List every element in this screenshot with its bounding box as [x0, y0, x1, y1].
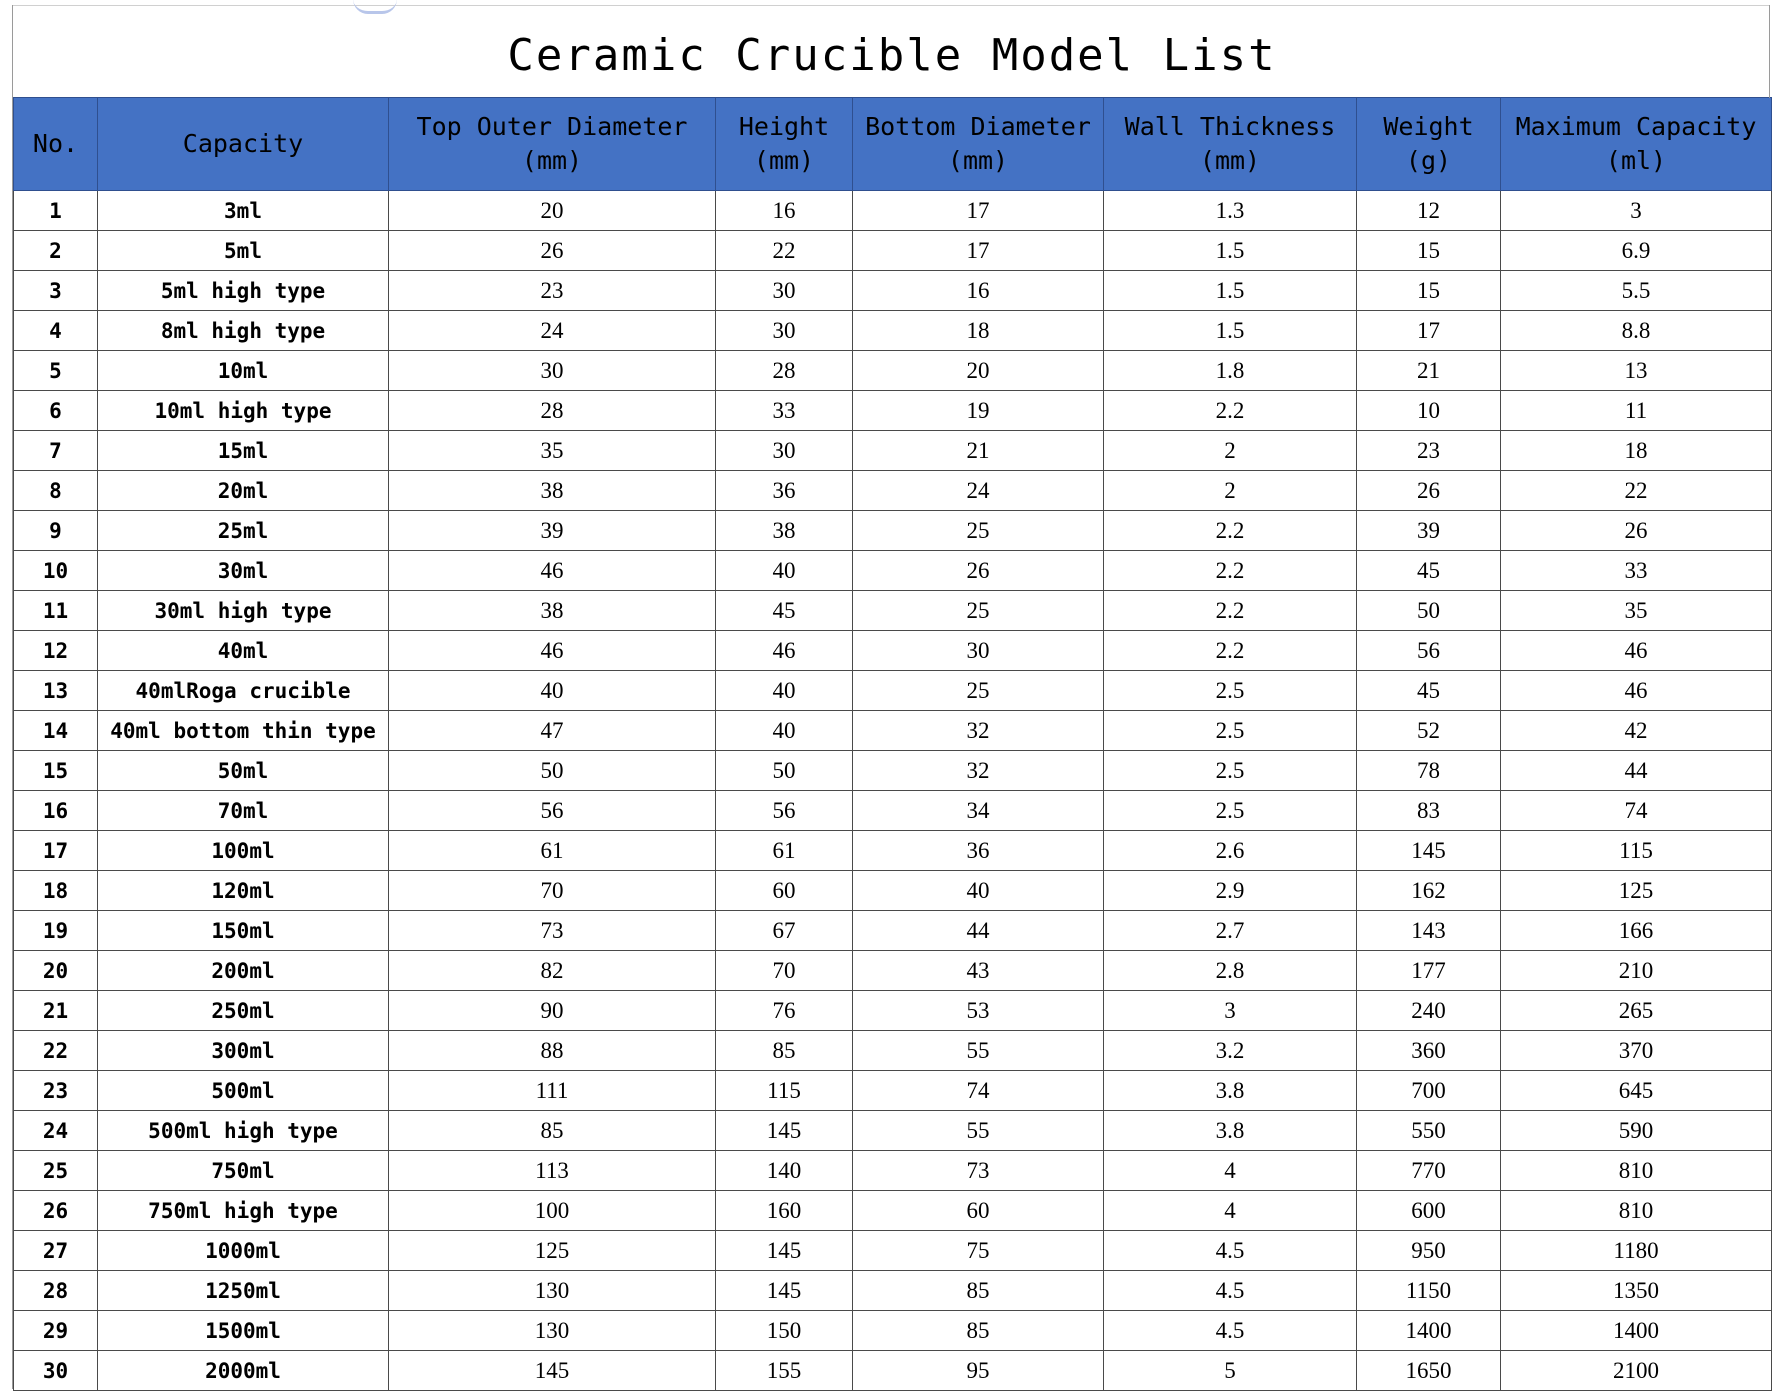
column-header — [1357, 98, 1501, 191]
value-cell: 145 — [716, 1111, 853, 1151]
value-cell: 56 — [389, 791, 716, 831]
value-cell: 23 — [389, 271, 716, 311]
capacity-cell: 150ml — [98, 911, 389, 951]
value-cell: 70 — [716, 951, 853, 991]
table-row — [14, 271, 1772, 311]
column-header-unit: (ml) — [1605, 146, 1667, 175]
row-number-cell: 5 — [14, 351, 98, 391]
value-cell: 61 — [716, 831, 853, 871]
capacity-cell: 100ml — [98, 831, 389, 871]
row-number-cell: 2 — [14, 231, 98, 271]
row-number-cell: 15 — [14, 751, 98, 791]
value-cell: 44 — [853, 911, 1104, 951]
value-cell: 28 — [389, 391, 716, 431]
value-cell: 115 — [1501, 831, 1772, 871]
value-cell: 44 — [1501, 751, 1772, 791]
table-row — [14, 1071, 1772, 1111]
column-header-unit: (mm) — [521, 146, 583, 175]
value-cell: 45 — [1357, 671, 1501, 711]
value-cell: 19 — [853, 391, 1104, 431]
value-cell: 5 — [1104, 1351, 1357, 1391]
value-cell: 1.5 — [1104, 311, 1357, 351]
row-number-cell: 19 — [14, 911, 98, 951]
row-number-cell: 6 — [14, 391, 98, 431]
value-cell: 42 — [1501, 711, 1772, 751]
value-cell: 1650 — [1357, 1351, 1501, 1391]
table-row — [14, 591, 1772, 631]
value-cell: 166 — [1501, 911, 1772, 951]
value-cell: 74 — [853, 1071, 1104, 1111]
capacity-cell: 50ml — [98, 751, 389, 791]
value-cell: 155 — [716, 1351, 853, 1391]
value-cell: 50 — [716, 751, 853, 791]
capacity-cell: 30ml high type — [98, 591, 389, 631]
row-number-cell: 21 — [14, 991, 98, 1031]
column-header-unit: (mm) — [1199, 146, 1261, 175]
value-cell: 21 — [1357, 351, 1501, 391]
row-number-cell: 27 — [14, 1231, 98, 1271]
value-cell: 30 — [716, 431, 853, 471]
capacity-cell: 40ml bottom thin type — [98, 711, 389, 751]
value-cell: 46 — [1501, 631, 1772, 671]
value-cell: 18 — [1501, 431, 1772, 471]
row-number-cell: 1 — [14, 191, 98, 231]
row-number-cell: 9 — [14, 511, 98, 551]
value-cell: 210 — [1501, 951, 1772, 991]
value-cell: 370 — [1501, 1031, 1772, 1071]
value-cell: 140 — [716, 1151, 853, 1191]
row-number-cell: 12 — [14, 631, 98, 671]
value-cell: 50 — [389, 751, 716, 791]
row-number-cell: 4 — [14, 311, 98, 351]
value-cell: 75 — [853, 1231, 1104, 1271]
row-number-cell: 26 — [14, 1191, 98, 1231]
value-cell: 40 — [716, 671, 853, 711]
value-cell: 2.2 — [1104, 591, 1357, 631]
value-cell: 2.2 — [1104, 551, 1357, 591]
value-cell: 145 — [1357, 831, 1501, 871]
table-body — [14, 191, 1772, 1391]
value-cell: 24 — [853, 471, 1104, 511]
value-cell: 40 — [853, 871, 1104, 911]
value-cell: 45 — [716, 591, 853, 631]
row-number-cell: 10 — [14, 551, 98, 591]
value-cell: 56 — [716, 791, 853, 831]
value-cell: 1.3 — [1104, 191, 1357, 231]
value-cell: 810 — [1501, 1191, 1772, 1231]
value-cell: 5.5 — [1501, 271, 1772, 311]
value-cell: 56 — [1357, 631, 1501, 671]
value-cell: 2.5 — [1104, 751, 1357, 791]
value-cell: 73 — [389, 911, 716, 951]
value-cell: 125 — [389, 1231, 716, 1271]
column-header-unit: (mm) — [947, 146, 1009, 175]
value-cell: 22 — [1501, 471, 1772, 511]
value-cell: 113 — [389, 1151, 716, 1191]
value-cell: 2 — [1104, 471, 1357, 511]
column-header-title: Maximum Capacity — [1515, 112, 1757, 141]
row-number-cell: 16 — [14, 791, 98, 831]
value-cell: 36 — [853, 831, 1104, 871]
capacity-cell: 40ml — [98, 631, 389, 671]
value-cell: 26 — [1357, 471, 1501, 511]
column-header — [98, 98, 389, 191]
value-cell: 74 — [1501, 791, 1772, 831]
value-cell: 150 — [716, 1311, 853, 1351]
table-row — [14, 791, 1772, 831]
capacity-cell: 2000ml — [98, 1351, 389, 1391]
value-cell: 1.5 — [1104, 231, 1357, 271]
value-cell: 645 — [1501, 1071, 1772, 1111]
table-row — [14, 1311, 1772, 1351]
value-cell: 6.9 — [1501, 231, 1772, 271]
value-cell: 13 — [1501, 351, 1772, 391]
value-cell: 55 — [853, 1111, 1104, 1151]
table-row — [14, 1351, 1772, 1391]
value-cell: 145 — [716, 1271, 853, 1311]
column-header — [389, 98, 716, 191]
row-number-cell: 22 — [14, 1031, 98, 1071]
value-cell: 22 — [716, 231, 853, 271]
value-cell: 32 — [853, 751, 1104, 791]
table-row — [14, 1031, 1772, 1071]
value-cell: 2.7 — [1104, 911, 1357, 951]
value-cell: 25 — [853, 591, 1104, 631]
capacity-cell: 5ml high type — [98, 271, 389, 311]
column-header — [716, 98, 853, 191]
capacity-cell: 120ml — [98, 871, 389, 911]
table-row — [14, 391, 1772, 431]
value-cell: 28 — [716, 351, 853, 391]
value-cell: 1180 — [1501, 1231, 1772, 1271]
value-cell: 177 — [1357, 951, 1501, 991]
value-cell: 2 — [1104, 431, 1357, 471]
table-row — [14, 471, 1772, 511]
value-cell: 85 — [853, 1311, 1104, 1351]
value-cell: 21 — [853, 431, 1104, 471]
value-cell: 1350 — [1501, 1271, 1772, 1311]
table-row — [14, 231, 1772, 271]
table-row — [14, 1111, 1772, 1151]
value-cell: 83 — [1357, 791, 1501, 831]
value-cell: 20 — [389, 191, 716, 231]
value-cell: 2.9 — [1104, 871, 1357, 911]
row-number-cell: 3 — [14, 271, 98, 311]
value-cell: 2.5 — [1104, 671, 1357, 711]
row-number-cell: 28 — [14, 1271, 98, 1311]
row-number-cell: 18 — [14, 871, 98, 911]
value-cell: 162 — [1357, 871, 1501, 911]
value-cell: 700 — [1357, 1071, 1501, 1111]
column-header-title: Weight — [1383, 112, 1474, 141]
capacity-cell: 30ml — [98, 551, 389, 591]
value-cell: 1.5 — [1104, 271, 1357, 311]
value-cell: 265 — [1501, 991, 1772, 1031]
value-cell: 12 — [1357, 191, 1501, 231]
row-number-cell: 14 — [14, 711, 98, 751]
value-cell: 143 — [1357, 911, 1501, 951]
value-cell: 8.8 — [1501, 311, 1772, 351]
value-cell: 1.8 — [1104, 351, 1357, 391]
value-cell: 35 — [1501, 591, 1772, 631]
value-cell: 240 — [1357, 991, 1501, 1031]
value-cell: 20 — [853, 351, 1104, 391]
value-cell: 34 — [853, 791, 1104, 831]
value-cell: 33 — [716, 391, 853, 431]
value-cell: 35 — [389, 431, 716, 471]
value-cell: 2.2 — [1104, 511, 1357, 551]
spreadsheet-sheet — [12, 5, 1770, 1389]
value-cell: 38 — [716, 511, 853, 551]
value-cell: 18 — [853, 311, 1104, 351]
column-header-title: Bottom Diameter — [865, 112, 1091, 141]
column-header-title: Height — [738, 112, 830, 141]
value-cell: 100 — [389, 1191, 716, 1231]
capacity-cell: 200ml — [98, 951, 389, 991]
table-row — [14, 551, 1772, 591]
value-cell: 40 — [716, 711, 853, 751]
value-cell: 115 — [716, 1071, 853, 1111]
value-cell: 26 — [389, 231, 716, 271]
capacity-cell: 70ml — [98, 791, 389, 831]
value-cell: 145 — [716, 1231, 853, 1271]
capacity-cell: 1250ml — [98, 1271, 389, 1311]
row-number-cell: 17 — [14, 831, 98, 871]
value-cell: 46 — [716, 631, 853, 671]
value-cell: 16 — [716, 191, 853, 231]
row-number-cell: 7 — [14, 431, 98, 471]
capacity-cell: 500ml high type — [98, 1111, 389, 1151]
row-number-cell: 13 — [14, 671, 98, 711]
table-row — [14, 351, 1772, 391]
value-cell: 125 — [1501, 871, 1772, 911]
value-cell: 17 — [853, 231, 1104, 271]
value-cell: 60 — [716, 871, 853, 911]
column-header-title: Wall Thickness — [1124, 112, 1336, 141]
column-header-title: No. — [32, 129, 79, 158]
capacity-cell: 40mlRoga crucible — [98, 671, 389, 711]
row-number-cell: 30 — [14, 1351, 98, 1391]
value-cell: 600 — [1357, 1191, 1501, 1231]
value-cell: 4.5 — [1104, 1311, 1357, 1351]
value-cell: 550 — [1357, 1111, 1501, 1151]
value-cell: 46 — [389, 551, 716, 591]
column-header — [14, 98, 98, 191]
value-cell: 78 — [1357, 751, 1501, 791]
value-cell: 3.2 — [1104, 1031, 1357, 1071]
value-cell: 70 — [389, 871, 716, 911]
value-cell: 26 — [853, 551, 1104, 591]
row-number-cell: 24 — [14, 1111, 98, 1151]
capacity-cell: 250ml — [98, 991, 389, 1031]
value-cell: 50 — [1357, 591, 1501, 631]
value-cell: 43 — [853, 951, 1104, 991]
value-cell: 145 — [389, 1351, 716, 1391]
value-cell: 1400 — [1357, 1311, 1501, 1351]
value-cell: 2.5 — [1104, 791, 1357, 831]
row-number-cell: 20 — [14, 951, 98, 991]
value-cell: 85 — [716, 1031, 853, 1071]
value-cell: 88 — [389, 1031, 716, 1071]
capacity-cell: 1500ml — [98, 1311, 389, 1351]
value-cell: 17 — [853, 191, 1104, 231]
column-header — [853, 98, 1104, 191]
column-header-unit: (mm) — [753, 146, 815, 175]
column-header-title: Top Outer Diameter — [416, 112, 688, 141]
value-cell: 46 — [389, 631, 716, 671]
value-cell: 160 — [716, 1191, 853, 1231]
value-cell: 4 — [1104, 1151, 1357, 1191]
value-cell: 76 — [716, 991, 853, 1031]
capacity-cell: 25ml — [98, 511, 389, 551]
value-cell: 39 — [1357, 511, 1501, 551]
value-cell: 810 — [1501, 1151, 1772, 1191]
value-cell: 2.2 — [1104, 631, 1357, 671]
value-cell: 40 — [389, 671, 716, 711]
value-cell: 32 — [853, 711, 1104, 751]
table-row — [14, 831, 1772, 871]
value-cell: 1400 — [1501, 1311, 1772, 1351]
value-cell: 85 — [853, 1271, 1104, 1311]
table-row — [14, 431, 1772, 471]
value-cell: 30 — [389, 351, 716, 391]
value-cell: 4.5 — [1104, 1271, 1357, 1311]
value-cell: 3.8 — [1104, 1111, 1357, 1151]
value-cell: 17 — [1357, 311, 1501, 351]
row-number-cell: 8 — [14, 471, 98, 511]
value-cell: 2.6 — [1104, 831, 1357, 871]
value-cell: 46 — [1501, 671, 1772, 711]
value-cell: 39 — [389, 511, 716, 551]
table-row — [14, 991, 1772, 1031]
table-row — [14, 951, 1772, 991]
value-cell: 82 — [389, 951, 716, 991]
row-number-cell: 25 — [14, 1151, 98, 1191]
value-cell: 30 — [716, 271, 853, 311]
value-cell: 47 — [389, 711, 716, 751]
capacity-cell: 500ml — [98, 1071, 389, 1111]
value-cell: 3.8 — [1104, 1071, 1357, 1111]
capacity-cell: 10ml — [98, 351, 389, 391]
value-cell: 25 — [853, 511, 1104, 551]
value-cell: 55 — [853, 1031, 1104, 1071]
capacity-cell: 8ml high type — [98, 311, 389, 351]
row-number-cell: 11 — [14, 591, 98, 631]
table-row — [14, 671, 1772, 711]
capacity-cell: 750ml — [98, 1151, 389, 1191]
value-cell: 40 — [716, 551, 853, 591]
value-cell: 3 — [1104, 991, 1357, 1031]
capacity-cell: 5ml — [98, 231, 389, 271]
value-cell: 2.5 — [1104, 711, 1357, 751]
value-cell: 45 — [1357, 551, 1501, 591]
value-cell: 950 — [1357, 1231, 1501, 1271]
value-cell: 36 — [716, 471, 853, 511]
value-cell: 95 — [853, 1351, 1104, 1391]
value-cell: 24 — [389, 311, 716, 351]
value-cell: 3 — [1501, 191, 1772, 231]
capacity-cell: 3ml — [98, 191, 389, 231]
value-cell: 770 — [1357, 1151, 1501, 1191]
value-cell: 38 — [389, 471, 716, 511]
value-cell: 26 — [1501, 511, 1772, 551]
value-cell: 10 — [1357, 391, 1501, 431]
column-header-title: Capacity — [182, 129, 304, 158]
column-header — [1501, 98, 1772, 191]
value-cell: 67 — [716, 911, 853, 951]
value-cell: 130 — [389, 1311, 716, 1351]
value-cell: 61 — [389, 831, 716, 871]
value-cell: 111 — [389, 1071, 716, 1111]
value-cell: 38 — [389, 591, 716, 631]
capacity-cell: 1000ml — [98, 1231, 389, 1271]
header-row — [14, 98, 1772, 191]
value-cell: 73 — [853, 1151, 1104, 1191]
value-cell: 16 — [853, 271, 1104, 311]
capacity-cell: 750ml high type — [98, 1191, 389, 1231]
value-cell: 30 — [716, 311, 853, 351]
value-cell: 90 — [389, 991, 716, 1031]
value-cell: 11 — [1501, 391, 1772, 431]
capacity-cell: 20ml — [98, 471, 389, 511]
value-cell: 360 — [1357, 1031, 1501, 1071]
value-cell: 53 — [853, 991, 1104, 1031]
value-cell: 25 — [853, 671, 1104, 711]
value-cell: 23 — [1357, 431, 1501, 471]
table-row — [14, 711, 1772, 751]
table-row — [14, 1151, 1772, 1191]
value-cell: 130 — [389, 1271, 716, 1311]
table-row — [14, 1271, 1772, 1311]
row-number-cell: 23 — [14, 1071, 98, 1111]
table-row — [14, 911, 1772, 951]
table-row — [14, 191, 1772, 231]
value-cell: 2100 — [1501, 1351, 1772, 1391]
value-cell: 60 — [853, 1191, 1104, 1231]
value-cell: 2.2 — [1104, 391, 1357, 431]
row-number-cell: 29 — [14, 1311, 98, 1351]
capacity-cell: 300ml — [98, 1031, 389, 1071]
column-header — [1104, 98, 1357, 191]
table-row — [14, 1191, 1772, 1231]
capacity-cell: 15ml — [98, 431, 389, 471]
value-cell: 30 — [853, 631, 1104, 671]
table-row — [14, 871, 1772, 911]
value-cell: 1150 — [1357, 1271, 1501, 1311]
value-cell: 15 — [1357, 231, 1501, 271]
page-title: Ceramic Crucible Model List — [507, 29, 1277, 81]
value-cell: 33 — [1501, 551, 1772, 591]
table-row — [14, 511, 1772, 551]
table-row — [14, 1231, 1772, 1271]
column-header-unit: (g) — [1405, 146, 1452, 175]
table-row — [14, 311, 1772, 351]
table-row — [14, 631, 1772, 671]
value-cell: 2.8 — [1104, 951, 1357, 991]
value-cell: 85 — [389, 1111, 716, 1151]
value-cell: 15 — [1357, 271, 1501, 311]
table-row — [14, 751, 1772, 791]
value-cell: 52 — [1357, 711, 1501, 751]
value-cell: 590 — [1501, 1111, 1772, 1151]
model-table — [13, 97, 1772, 1391]
capacity-cell: 10ml high type — [98, 391, 389, 431]
value-cell: 4 — [1104, 1191, 1357, 1231]
value-cell: 4.5 — [1104, 1231, 1357, 1271]
